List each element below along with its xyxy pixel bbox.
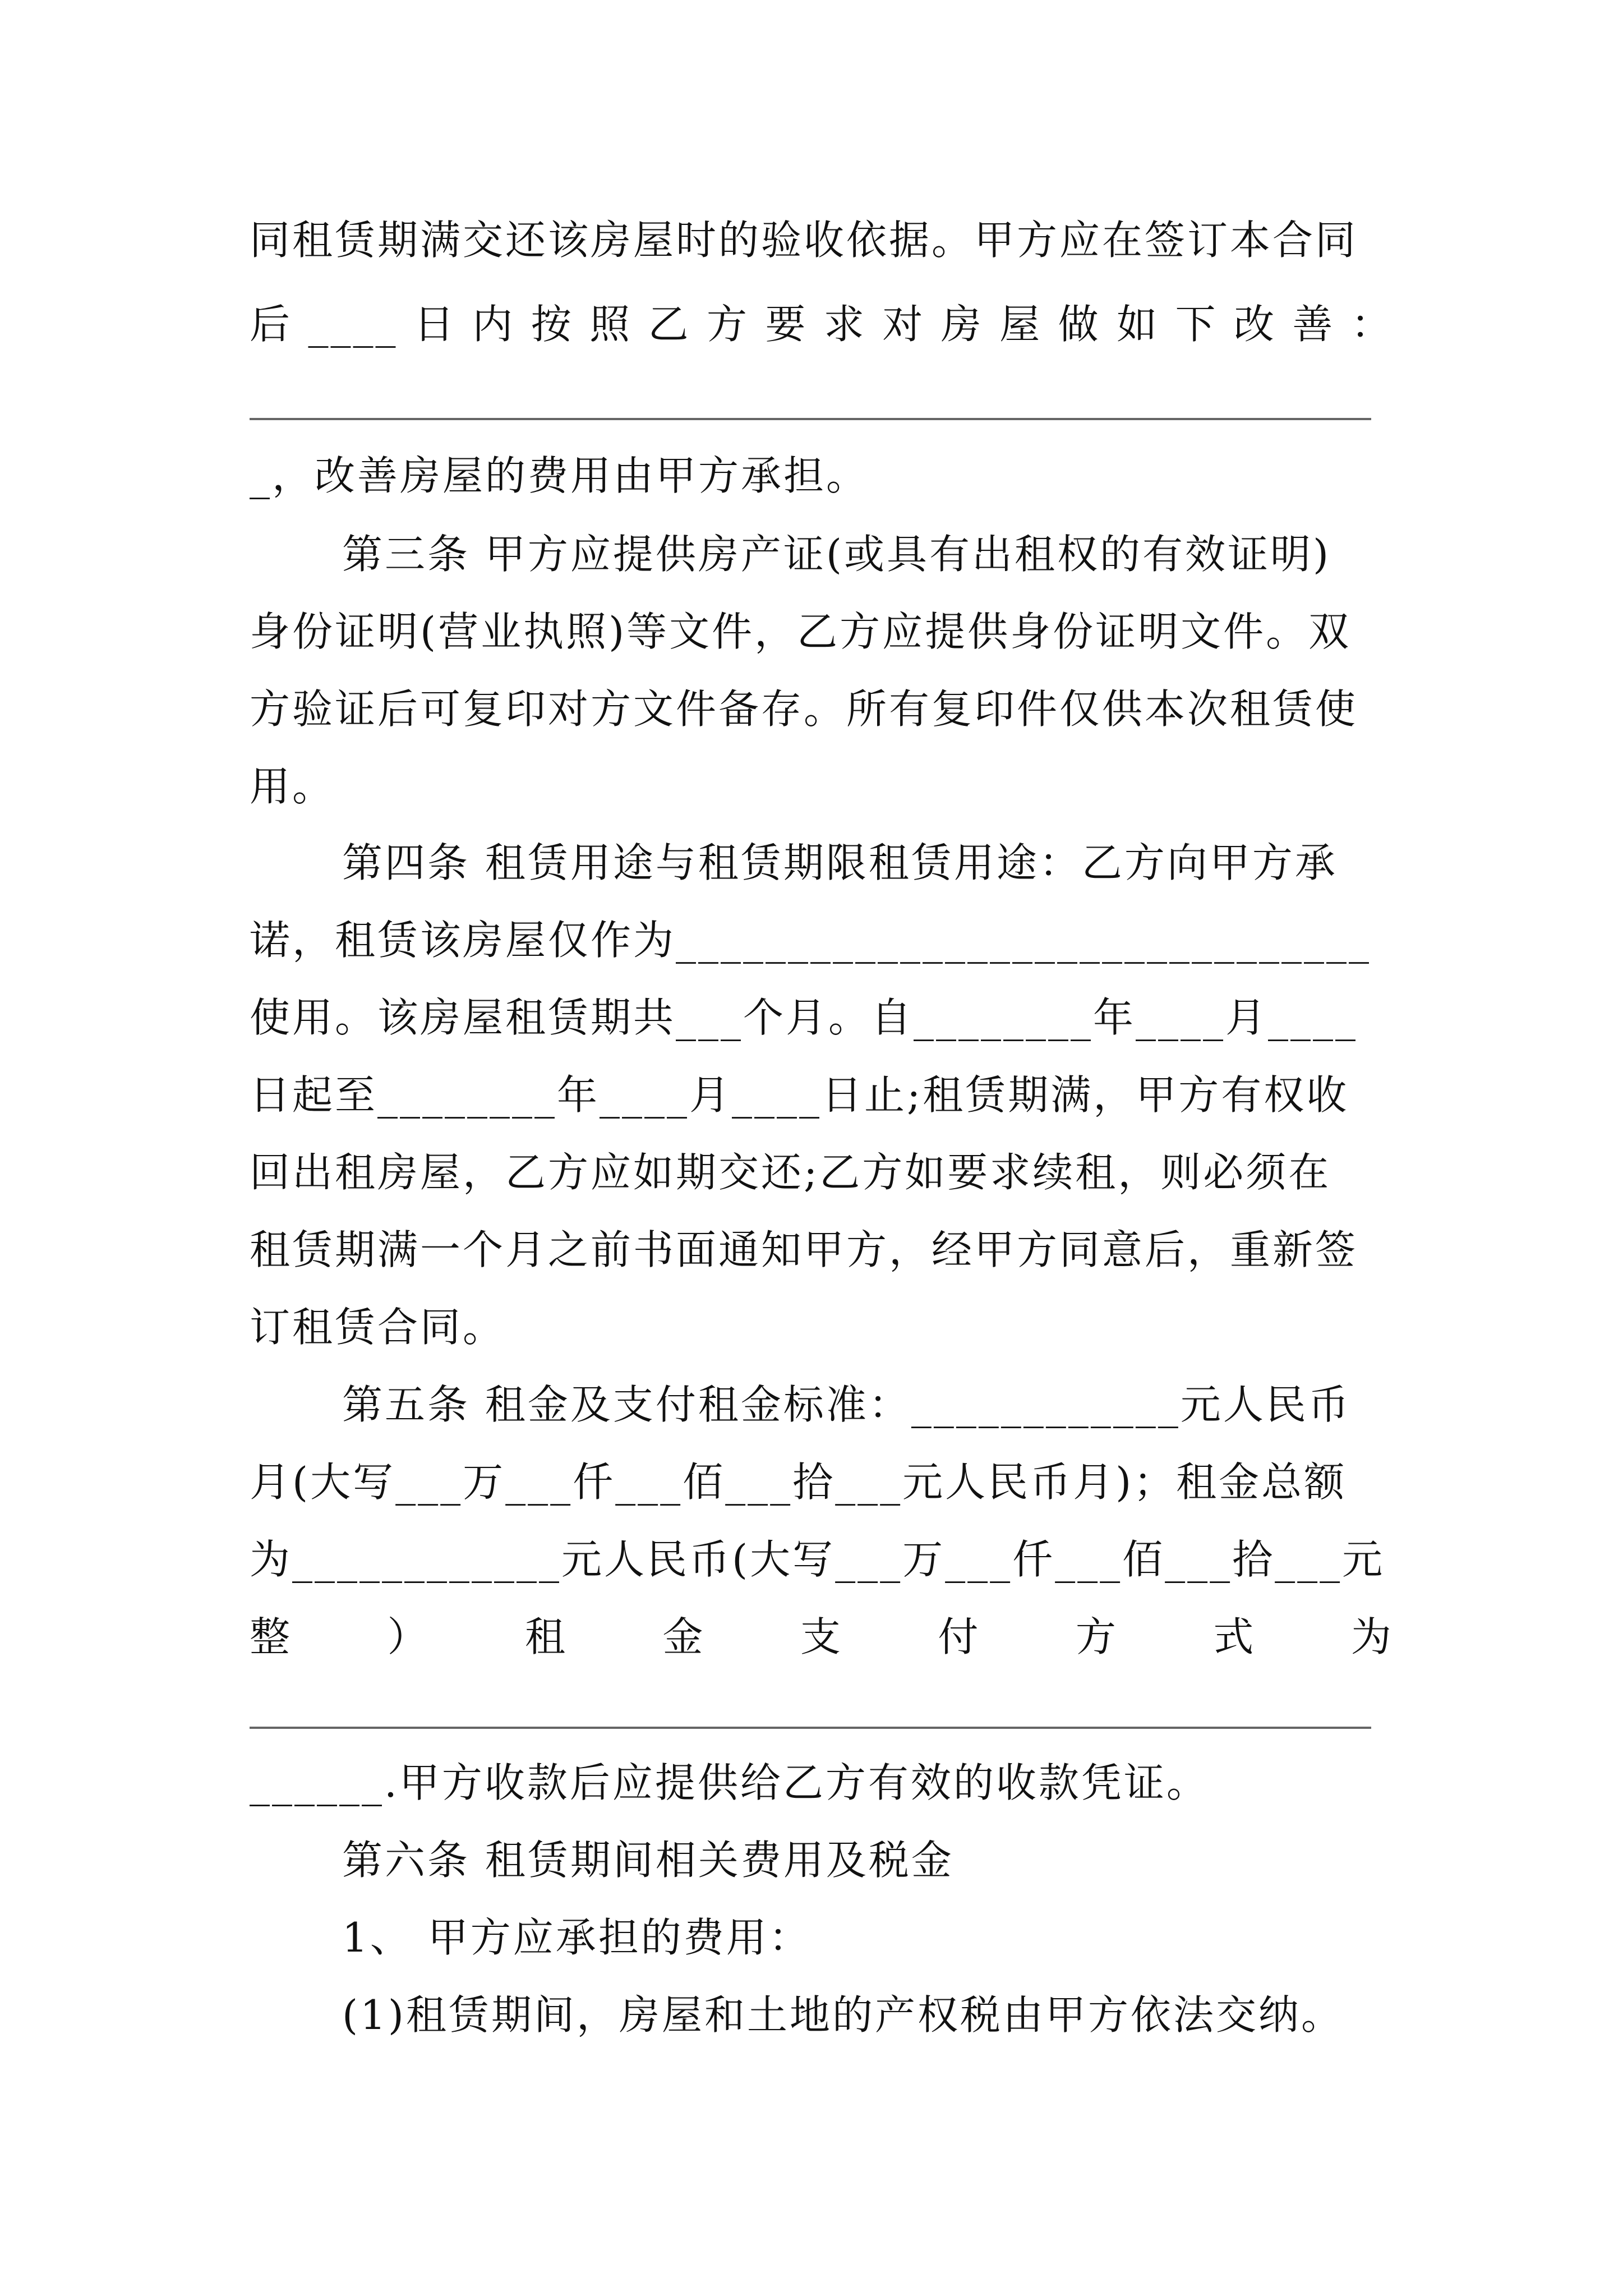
blank-rule <box>250 418 1371 420</box>
article-3-heading: 第三条 甲方应提供房产证(或具有出租权的有效证明) <box>342 531 1331 578</box>
char: 金 <box>662 1613 706 1660</box>
text-line-12: 回出租房屋，乙方应如期交还;乙方如要求续租，则必须在 <box>250 1149 1331 1196</box>
char: 按 <box>531 301 574 348</box>
text-line-22: (1)租赁期间，房屋和土地的产权税由甲方依法交纳。 <box>342 1991 1344 2039</box>
blank-rule <box>250 1727 1371 1729</box>
text-line-14: 订租赁合同。 <box>250 1304 506 1351</box>
char: 要 <box>765 301 808 348</box>
char: 日 <box>413 301 457 348</box>
text-line-21: 1、 甲方应承担的费用： <box>342 1914 811 1961</box>
article-5-heading: 第五条 租金及支付租金标准：____________元人民币 <box>342 1381 1351 1428</box>
char: 租 <box>524 1613 568 1660</box>
char: 为 <box>1350 1613 1394 1660</box>
char: 后 <box>250 301 293 348</box>
text-line-5: 身份证明(营业执照)等文件，乙方应提供身份证明文件。双 <box>250 608 1352 655</box>
text-line-2 <box>250 297 1394 351</box>
text-line-6: 方验证后可复印对方文件备存。所有复印件仅供本次租赁使 <box>250 685 1358 733</box>
char: 式 <box>1213 1613 1256 1660</box>
char: 如 <box>1117 301 1160 348</box>
article-4-heading: 第四条 租赁用途与租赁期限租赁用途：乙方向甲方承 <box>342 839 1338 886</box>
char: 下 <box>1175 301 1218 348</box>
char: 乙 <box>648 301 691 348</box>
char: ） <box>387 1613 430 1660</box>
text-line-7: 用。 <box>250 763 335 810</box>
char: 整 <box>250 1613 293 1660</box>
text-line-13: 租赁期满一个月之前书面通知甲方，经甲方同意后，重新签 <box>250 1226 1358 1273</box>
char: 对 <box>882 301 925 348</box>
text-line-9: 诺，租赁该房屋仅作为_______________________________ <box>250 917 1372 964</box>
text-line-19: ______.甲方收款后应提供给乙方有效的收款凭证。 <box>250 1759 1209 1806</box>
char: 做 <box>1058 301 1101 348</box>
char: 改 <box>1233 301 1276 348</box>
text-line-3: _，改善房屋的费用由甲方承担。 <box>250 452 869 499</box>
text-line-17: 为____________元人民币(大写___万___仟___佰___拾___元 <box>250 1536 1385 1583</box>
article-6-heading: 第六条 租赁期间相关费用及税金 <box>342 1837 954 1884</box>
char: 方 <box>1075 1613 1118 1660</box>
char: 照 <box>589 301 633 348</box>
text-line-16: 月(大写___万___仟___佰___拾___元人民币月)；租金总额 <box>250 1458 1347 1506</box>
char: 房 <box>940 301 984 348</box>
char: 求 <box>823 301 866 348</box>
char: 付 <box>938 1613 981 1660</box>
char: 善 <box>1292 301 1335 348</box>
text-line-11: 日起至________年____月____日止;租赁期满，甲方有权收 <box>250 1071 1349 1119</box>
char: 支 <box>800 1613 843 1660</box>
char-blank: ____ <box>308 301 398 348</box>
char: ： <box>1350 301 1394 348</box>
text-line-1: 同租赁期满交还该房屋时的验收依据。甲方应在签订本合同 <box>250 217 1358 264</box>
char: 屋 <box>999 301 1043 348</box>
text-line-10: 使用。该房屋租赁期共___个月。自________年____月____ <box>250 994 1358 1041</box>
char: 内 <box>472 301 515 348</box>
char: 方 <box>707 301 750 348</box>
text-line-18 <box>250 1610 1394 1664</box>
